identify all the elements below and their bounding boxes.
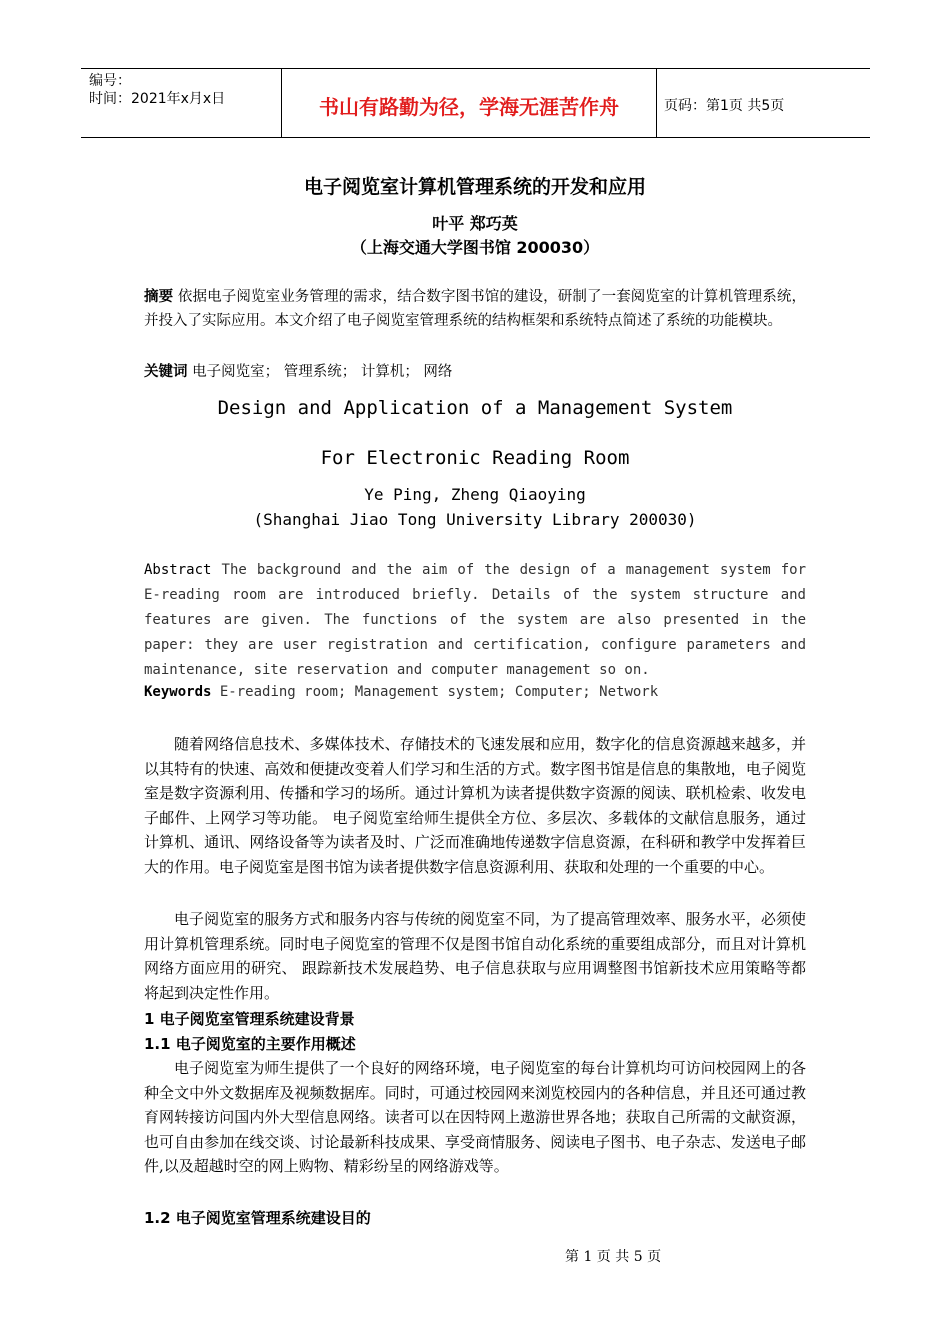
zh-keywords — [144, 360, 452, 381]
en-title-line2: For Electronic Reading Room — [320, 447, 630, 469]
section-heading-1: 1 电子阅览室管理系统建设背景 — [144, 1010, 355, 1028]
en-keywords — [144, 684, 658, 700]
section-heading-1-1: 1.1 电子阅览室的主要作用概述 — [144, 1035, 356, 1053]
page-label: 页码：第1页 共5页 — [664, 98, 785, 114]
en-title-line1: Design and Application of a Management System — [217, 397, 733, 419]
en-abstract-label: Abstract — [144, 562, 212, 578]
en-abstract-text: The background and the aim of the design of a management system for E-reading room are introduced briefly. Details of the system structure and features are given. The functions of the system are also presented in the paper: they are user registration and certification, configure parameters and maintenance, site reservation and computer management so on. — [144, 562, 806, 678]
page-header — [81, 68, 870, 138]
motto: 书山有路勤为径，学海无涯苦作舟 — [319, 95, 619, 119]
en-affiliation: (Shanghai Jiao Tong University Library 200030) — [253, 510, 697, 529]
code-label: 编号： — [89, 73, 131, 89]
header-motto-cell — [281, 69, 657, 137]
zh-abstract-text: 依据电子阅览室业务管理的需求，结合数字图书馆的建设，研制了一套阅览室的计算机管理系统，并投入了实际应用。本文介绍了电子阅览室管理系统的结构框架和系统特点简述了系统的功能模块。 — [144, 289, 806, 329]
zh-abstract — [144, 285, 806, 333]
paper-title: 电子阅览室计算机管理系统的开发和应用 — [303, 176, 646, 198]
date-label: 时间：2021年x月x日 — [89, 91, 226, 107]
body-paragraph-3: 电子阅览室为师生提供了一个良好的网络环境，电子阅览室的每台计算机均可访问校园网上的各种全文中外文数据库及视频数据库。同时，可通过校园网来浏览校园内的各种信息，并且还可通过教育网转接访问国内外大型信息网络。读者可以在因特网上遨游世界各地；获取自己所需的文献资源，也可自由参加在线交谈、讨论最新科技成果、享受商情服务、阅读电子图书、电子杂志、发送电子邮件,以及超越时空的网上购物、精彩纷呈的网络游戏等。 — [144, 1059, 806, 1176]
body-paragraph-1: 随着网络信息技术、多媒体技术、存储技术的飞速发展和应用，数字化的信息资源越来越多，并以其特有的快速、高效和便捷改变着人们学习和生活的方式。数字图书馆是信息的集散地，电子阅览室是数字资源利用、传播和学习的场所。通过计算机为读者提供数字资源的阅读、联机检索、收发电子邮件、上网学习等功能。 电子阅览室给师生提供全方位、多层次、多载体的文献信息服务，通过计算机、通讯、网络设备等为读者及时、广泛而准确地传递数字信息资源，在科研和教学中发挥着巨大的作用。电子阅览室是图书馆为读者提供数字信息资源利用、获取和处理的一个重要的中心。 — [144, 735, 806, 876]
header-page-cell — [656, 69, 870, 137]
en-authors: Ye Ping, Zheng Qiaoying — [364, 485, 586, 504]
page-footer: 第 1 页 共 5 页 — [565, 1249, 662, 1265]
section-heading-1-2: 1.2 电子阅览室管理系统建设目的 — [144, 1209, 371, 1227]
en-keywords-label: Keywords — [144, 684, 212, 700]
zh-keywords-label: 关键词 — [144, 363, 188, 380]
authors: 叶平 郑巧英 — [432, 214, 518, 233]
affiliation: （上海交通大学图书馆 200030） — [350, 238, 600, 257]
en-abstract — [144, 558, 806, 683]
zh-keywords-text: 电子阅览室； 管理系统； 计算机； 网络 — [187, 364, 453, 380]
en-keywords-text: E-reading room; Management system; Computer; Network — [211, 684, 659, 700]
header-left-cell — [81, 69, 281, 137]
body-paragraph-2: 电子阅览室的服务方式和服务内容与传统的阅览室不同，为了提高管理效率、服务水平，必须使用计算机管理系统。同时电子阅览室的管理不仅是图书馆自动化系统的重要组成部分，而且对计算机网络方面应用的研究、 跟踪新技术发展趋势、电子信息获取与应用调整图书馆新技术应用策略等都将起到决定性作用。 — [144, 910, 806, 1002]
zh-abstract-label: 摘要 — [144, 288, 174, 305]
